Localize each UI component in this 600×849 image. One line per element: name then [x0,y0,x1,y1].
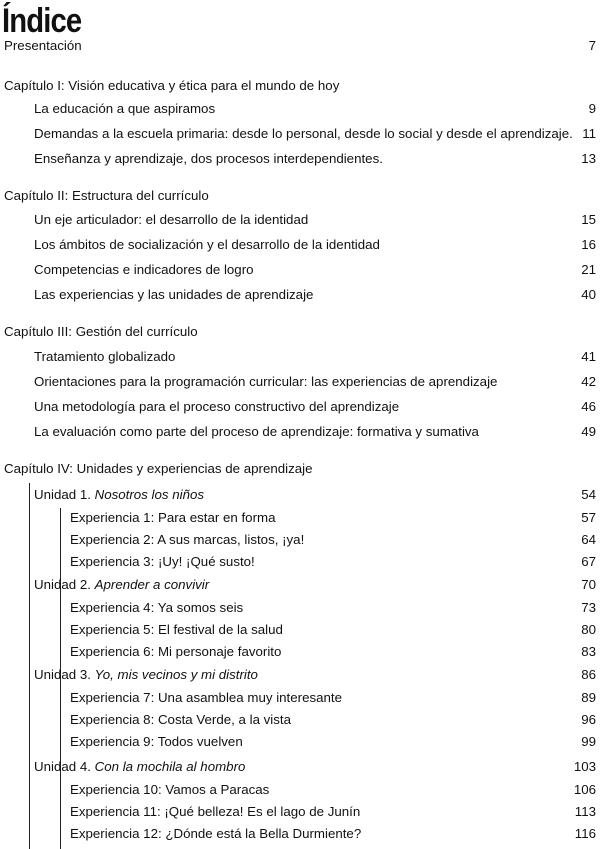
toc-entry-page: 13 [581,151,596,166]
unit-prefix: Unidad 4. [34,759,95,774]
toc-entry-page: 96 [581,712,596,727]
toc-entry[interactable] [0,149,600,169]
chapter-label: Capítulo III: Gestión del currículo [4,324,198,339]
toc-entry-label: Experiencia 2: A sus marcas, listos, ¡ya! [70,532,305,547]
toc-entry-label: Experiencia 10: Vamos a Paracas [70,782,270,797]
toc-entry-label: Experiencia 1: Para estar en forma [70,510,276,525]
toc-entry-presentacion[interactable] [0,36,600,56]
toc-entry-label: Un eje articulador: el desarrollo de la identidad [34,212,309,227]
toc-entry-label: Experiencia 7: Una asamblea muy interesante [70,690,342,705]
chapter-heading-4[interactable] [0,459,600,479]
toc-entry-page: 15 [581,212,596,227]
toc-entry-page: 11 [582,126,596,141]
toc-entry-label: Presentación [4,38,82,53]
toc-entry-page: 106 [573,782,596,797]
unit-title: Yo, mis vecinos y mi distrito [94,667,258,682]
toc-entry-label: Demandas a la escuela primaria: desde lo personal, desde lo social y desde el aprendizaje. [34,126,573,141]
unit-prefix: Unidad 2. [34,577,95,592]
toc-entry-page: 54 [581,487,596,502]
chapter-heading-3[interactable] [0,322,600,342]
toc-entry-label: Enseñanza y aprendizaje, dos procesos interdependientes. [34,151,383,166]
experience-entry[interactable] [0,824,600,844]
toc-entry-page: 99 [581,734,596,749]
toc-entry-page: 64 [581,532,596,547]
toc-entry-page: 42 [581,374,596,389]
toc-entry-label: Las experiencias y las unidades de aprendizaje [34,287,314,302]
toc-entry-page: 116 [574,826,596,841]
toc-entry[interactable] [0,260,600,280]
toc-entry[interactable] [0,210,600,230]
chapter-label: Capítulo I: Visión educativa y ética para el mundo de hoy [4,78,340,93]
toc-entry[interactable] [0,285,600,305]
toc-entry-page: 70 [581,577,596,592]
toc-entry-page: 57 [581,510,596,525]
experience-entry[interactable] [0,552,600,572]
toc-entry[interactable] [0,372,600,392]
experience-entry[interactable] [0,780,600,800]
experience-entry[interactable] [0,620,600,640]
unit-prefix: Unidad 3. [34,667,95,682]
experience-entry[interactable] [0,530,600,550]
toc-entry-label: La evaluación como parte del proceso de aprendizaje: formativa y sumativa [34,424,479,439]
experience-entry[interactable] [0,688,600,708]
toc-entry-label: Competencias e indicadores de logro [34,262,254,277]
experience-entry[interactable] [0,642,600,662]
toc-entry-page: 46 [581,399,596,414]
toc-entry-page: 7 [588,38,596,53]
toc-entry-page: 41 [581,349,596,364]
chapter-heading-1[interactable] [0,76,600,96]
toc-entry-label: Experiencia 3: ¡Uy! ¡Qué susto! [70,554,255,569]
toc-entry-label: Experiencia 9: Todos vuelven [70,734,243,749]
unit-title: Aprender a convivir [94,577,210,592]
toc-entry-label: Experiencia 4: Ya somos seis [70,600,244,615]
chapter-heading-2[interactable] [0,186,600,206]
toc-entry-page: 83 [581,644,596,659]
page-title: Índice [2,2,82,40]
toc-entry-page: 113 [574,804,596,819]
toc-entry-label: Experiencia 8: Costa Verde, a la vista [70,712,291,727]
toc-entry-label: Experiencia 5: El festival de la salud [70,622,283,637]
unit-title: Nosotros los niños [94,487,205,502]
toc-entry-page: 67 [581,554,596,569]
experience-entry[interactable] [0,732,600,752]
unit-title: Con la mochila al hombro [94,759,246,774]
toc-entry-page: 73 [581,600,596,615]
experience-entry[interactable] [0,508,600,528]
unit-entry-4[interactable] [0,757,600,777]
chapter-label: Capítulo II: Estructura del currículo [4,188,209,203]
toc-entry-page: 40 [581,287,596,302]
unit-entry-1[interactable] [0,485,600,505]
toc-entry-page: 16 [581,237,596,252]
toc-entry-page: 21 [581,262,596,277]
experience-entry[interactable] [0,598,600,618]
experience-entry[interactable] [0,802,600,822]
toc-entry[interactable] [0,347,600,367]
toc-entry-label: Tratamiento globalizado [34,349,176,364]
toc-entry-page: 49 [581,424,596,439]
unit-prefix: Unidad 1. [34,487,95,502]
toc-entry-label: Experiencia 12: ¿Dónde está la Bella Durmiente? [70,826,362,841]
toc-entry[interactable] [0,235,600,255]
toc-entry[interactable] [0,124,600,144]
experience-entry[interactable] [0,710,600,730]
toc-entry-label: Experiencia 11: ¡Qué belleza! Es el lago de Junín [70,804,361,819]
chapter-label: Capítulo IV: Unidades y experiencias de aprendizaje [4,461,313,476]
toc-entry-page: 89 [581,690,596,705]
toc-entry-label: Orientaciones para la programación curricular: las experiencias de aprendizaje [34,374,498,389]
toc-entry-page: 103 [573,759,596,774]
toc-entry-label: Una metodología para el proceso constructivo del aprendizaje [34,399,400,414]
toc-entry-label: Los ámbitos de socialización y el desarrollo de la identidad [34,237,380,252]
toc-entry-page: 9 [588,101,596,116]
toc-entry-label: La educación a que aspiramos [34,101,216,116]
toc-entry[interactable] [0,99,600,119]
toc-entry-label: Experiencia 6: Mi personaje favorito [70,644,282,659]
unit-entry-3[interactable] [0,665,600,685]
toc-entry-page: 80 [581,622,596,637]
toc-entry[interactable] [0,397,600,417]
toc-entry[interactable] [0,422,600,442]
unit-entry-2[interactable] [0,575,600,595]
toc-entry-page: 86 [581,667,596,682]
